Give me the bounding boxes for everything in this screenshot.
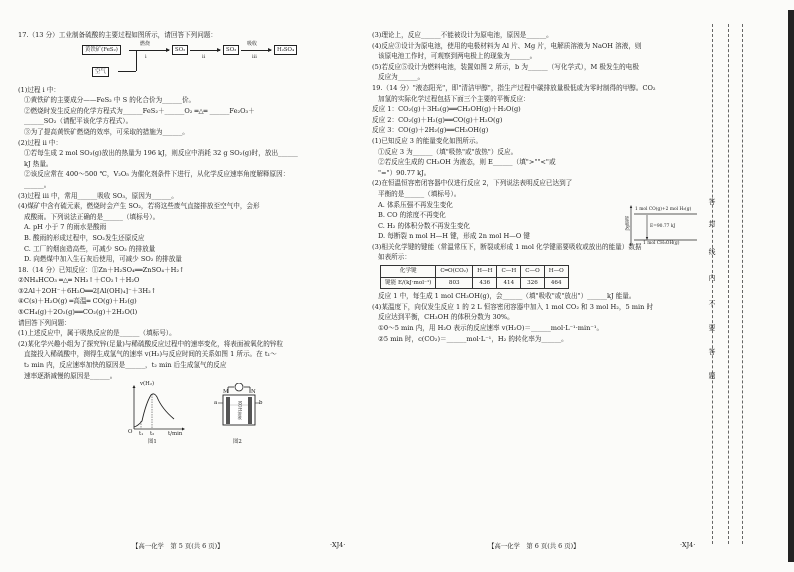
q18-line: 该原电池工作时，可观察到两电极上的现象为______。 bbox=[378, 52, 537, 61]
fig1-t1: t₁ bbox=[139, 431, 144, 438]
question-19-title: 19.（14 分）"液态阳光"，即"清洁甲醇"，指生产过程中碳排放量极低或为零时制得的甲醇。CO₂ bbox=[372, 83, 656, 92]
q19-line: 如表所示： bbox=[378, 253, 411, 262]
arrow-2 bbox=[190, 50, 220, 51]
q19-line: 加氢的实际化学过程包括下面三个主要的平衡反应： bbox=[378, 94, 530, 103]
fig1-ylabel: v(H₂) bbox=[140, 381, 155, 388]
fig2-a: a bbox=[214, 400, 218, 407]
fig2-right: N bbox=[251, 389, 256, 396]
table-cell: 436 bbox=[473, 277, 497, 289]
binding-dash-line bbox=[728, 24, 729, 544]
binding-char: 答 bbox=[708, 348, 716, 356]
arrow-3 bbox=[241, 50, 271, 51]
option-d: D. 每断裂 n mol H—H 键，形成 2n mol H—O 键 bbox=[378, 232, 530, 241]
fig2-left: M bbox=[223, 389, 229, 396]
table-header-cell: C—H bbox=[497, 266, 521, 278]
q17-line: (4)煤矿中含有硫元素，燃烧时会产生 SO₂，若将这些废气直接排放至空气中，会形 bbox=[18, 202, 260, 211]
q19-line: "="）90.77 kJ。 bbox=[378, 168, 431, 177]
footer-page-6: 【高一化学 第 6 页(共 6 页)】 bbox=[488, 542, 580, 550]
reaction-4: ④C(s)＋H₂O(g) ═高温═ CO(g)＋H₂(g) bbox=[18, 297, 137, 306]
q19-line: 反应 1 中，每生成 1 mol CH₃OH(g)，会______（填"吸收"或"放出"）______kJ 能量。 bbox=[378, 292, 636, 301]
arrow-1 bbox=[129, 50, 169, 51]
option-a: A. 体系压强不再发生变化 bbox=[378, 200, 453, 209]
q18-line: (2)某化学兴趣小组为了探究锌(足量)与稀硫酸反应过程中的速率变化，将表面被氧化的锌粒 bbox=[18, 339, 284, 348]
step1-label: 燃烧 bbox=[140, 40, 151, 47]
step2-num: ii bbox=[202, 53, 206, 60]
q19-line: (2)在恒温恒容密闭容器中仅进行反应 2，下列说法表明反应已达到了 bbox=[372, 179, 573, 188]
q18-line: t₂ min 内，反应速率加快的原因是______，t₂ min 后生成氢气的反应 bbox=[24, 361, 227, 370]
reaction-3: ③2Al＋2OH⁻＋6H₂O══2[Al(OH)₄]⁻＋3H₂↑ bbox=[18, 286, 157, 295]
ore-box: 黄铁矿(FeS₂) bbox=[82, 45, 121, 55]
table-cell: 414 bbox=[497, 277, 521, 289]
q17-line: 成酸雨。下列说法正确的是______（填标号）。 bbox=[24, 212, 160, 221]
air-riser bbox=[136, 51, 137, 71]
fig2-b: b bbox=[259, 400, 263, 407]
option-c: C. H₂ 的体积分数不再发生变化 bbox=[378, 221, 471, 230]
footer-code-6: ·XJ4· bbox=[680, 541, 696, 549]
fig1-origin: O bbox=[128, 429, 133, 436]
binding-char: 内 bbox=[708, 274, 716, 282]
step1-num: i bbox=[145, 53, 147, 60]
step3-num: iii bbox=[252, 53, 257, 60]
reaction-2: 反应 2：CO₂(g)＋H₂(g)══CO(g)＋H₂O(g) bbox=[372, 115, 503, 124]
scan-edge-bar bbox=[788, 10, 794, 562]
q18-line: 反应为______。 bbox=[378, 73, 425, 82]
q17-line: ②该反应常在 400～500 ℃，V₂O₅ 为催化剂条件下进行，从化学反应速率角度解释原因： bbox=[24, 170, 290, 179]
figures-row bbox=[18, 383, 363, 447]
air-box: 空气 bbox=[92, 67, 109, 77]
binding-char: 不 bbox=[708, 300, 716, 308]
energy-bottom-level: 1 mol CH₃OH(g) bbox=[643, 241, 680, 246]
question-17-title: 17.（13 分）工业制备硫酸的主要过程如图所示，请回答下列问题： bbox=[18, 31, 218, 39]
reaction-5: ⑤CH₄(g)＋2O₂(g)══CO₂(g)＋2H₂O(l) bbox=[18, 308, 138, 317]
so2-box: SO₂ bbox=[172, 45, 188, 55]
table-header-cell: H—O bbox=[544, 266, 568, 278]
fig1-caption: 图1 bbox=[148, 439, 157, 446]
binding-dash-line bbox=[742, 24, 743, 544]
figure-2 bbox=[214, 383, 264, 445]
q18-line: (3)理论上，反应______不能被设计为原电池，原因是______。 bbox=[372, 31, 553, 39]
reaction-3: 反应 3：CO(g)＋2H₂(g)══CH₃OH(g) bbox=[372, 126, 489, 135]
table-cell: 803 bbox=[436, 277, 473, 289]
reaction-2: ②NH₄HCO₃ ═△═ NH₃↑＋CO₂↑＋H₂O bbox=[18, 276, 140, 285]
fig1-t2: t₂ bbox=[150, 431, 155, 438]
table-header-cell: C═O(CO₂) bbox=[436, 266, 473, 278]
so3-box: SO₃ bbox=[223, 45, 239, 55]
q17-line: kJ 热量。 bbox=[24, 159, 53, 168]
h2so4-box: H₂SO₄ bbox=[274, 45, 297, 55]
air-line bbox=[118, 71, 136, 72]
table-header-cell: H—H bbox=[473, 266, 497, 278]
q19-line: ①0～5 min 内，用 H₂O 表示的反应速率 v(H₂O)＝______mol·L⁻¹·min⁻¹。 bbox=[378, 324, 604, 333]
footer-code-5: ·XJ4· bbox=[330, 541, 346, 549]
q18-line: (4)反应③设计为原电池，使用的电极材料为 Al 片、Mg 片，电解质溶液为 NaOH 溶液，则 bbox=[372, 41, 642, 50]
option-b: B. CO 的浓度不再变化 bbox=[378, 211, 446, 220]
q18-line: 请回答下列问题： bbox=[18, 318, 71, 327]
q17-line: ______SO₂（请配平该化学方程式）。 bbox=[24, 117, 133, 126]
q19-line: ①反应 3 为______（填"吸热"或"放热"）反应。 bbox=[378, 147, 518, 156]
q18-line: (5)若反应⑤设计为燃料电池，装置如图 2 所示，b 为______（写化学式），M 极发生的电极 bbox=[372, 62, 639, 71]
table-cell: 326 bbox=[521, 277, 544, 289]
q17-line: (2)过程 ii 中： bbox=[18, 138, 63, 147]
fig2-caption: 图2 bbox=[233, 439, 242, 446]
binding-char: 线 bbox=[708, 248, 716, 256]
table-row-label: 键能 E/(kJ·mol⁻¹) bbox=[381, 277, 436, 289]
binding-char: 要 bbox=[708, 324, 716, 332]
table-cell: 464 bbox=[544, 277, 568, 289]
q19-line: (1)已知反应 3 的能量变化如图所示。 bbox=[372, 136, 483, 145]
right-column bbox=[372, 30, 698, 344]
energy-ylabel: 能量/kJ bbox=[624, 216, 629, 231]
binding-dash-line bbox=[712, 24, 713, 544]
energy-diagram bbox=[625, 204, 700, 248]
left-column bbox=[18, 30, 363, 447]
question-18-title: 18.（14 分）已知反应：①Zn＋H₂SO₄══ZnSO₄＋H₂↑ bbox=[18, 265, 185, 274]
table-row bbox=[381, 277, 569, 289]
fig2-electrolyte: KOH溶液 bbox=[237, 401, 243, 420]
q19-line: (3)相关化学键的键能（常温常压下，断裂或形成 1 mol 化学键需要吸收或放出的能量）数据 bbox=[372, 242, 642, 251]
q18-line: (1)上述反应中，属于吸热反应的是______（填标号）。 bbox=[18, 329, 176, 338]
q17-line: ①若每生成 2 mol SO₃(g)放出的热量为 196 kJ，则反应中消耗 32 g SO₂(g)时，放出______ bbox=[24, 149, 298, 158]
q19-line: ②若反应生成的 CH₃OH 为液态，则 E______（填">""<"或 bbox=[378, 158, 556, 167]
table-header-cell: C—O bbox=[521, 266, 544, 278]
q19-line: ②5 min 时，c(CO₂)＝______mol·L⁻¹，H₂ 的转化率为______。 bbox=[378, 334, 568, 343]
option-b: B. 酸雨的形成过程中，SO₂发生还原反应 bbox=[24, 233, 145, 242]
q19-line: 反应达到平衡，CH₃OH 的体积分数为 30%。 bbox=[378, 313, 514, 322]
q18-line: 直接投入稀硫酸中，测得生成氢气的速率 v(H₂)与反应时间的关系如图 1 所示。在 t₁～ bbox=[24, 350, 277, 359]
rate-time-graph bbox=[126, 383, 186, 435]
q19-line: (4)某温度下，向仅发生反应 1 的 2 L 恒容密闭容器中加入 1 mol CO₂ 和 3 mol H₂，5 min 时 bbox=[372, 302, 654, 311]
bond-energy-table bbox=[380, 265, 569, 289]
table-header-row bbox=[381, 266, 569, 278]
sulfuric-acid-flowchart bbox=[82, 40, 302, 83]
step3-label: 吸收 bbox=[247, 40, 258, 47]
q19-line: 平衡的是______（填标号）。 bbox=[378, 189, 461, 198]
option-c: C. 工厂的烟囱造高些，可减少 SO₂ 的排放量 bbox=[24, 244, 156, 253]
reaction-1: 反应 1：CO₂(g)＋3H₂(g)══CH₃OH(g)＋H₂O(g) bbox=[372, 105, 521, 114]
binding-char: 封 bbox=[708, 220, 716, 228]
q17-line: ______。 bbox=[24, 180, 51, 189]
footer-page-5: 【高一化学 第 5 页(共 6 页)】 bbox=[132, 542, 224, 550]
q17-line: ③为了提高黄铁矿燃烧的效率，可采取的措施为______。 bbox=[24, 127, 189, 136]
figure-1 bbox=[126, 381, 186, 446]
option-a: A. pH 小于 7 的雨水是酸雨 bbox=[24, 223, 107, 232]
q18-line: 速率逐渐减慢的原因是______。 bbox=[24, 371, 117, 380]
q17-line: ①黄铁矿的主要成分——FeS₂ 中 S 的化合价为______价。 bbox=[24, 96, 196, 105]
q17-line: ②燃烧时发生反应的化学方程式为______FeS₂＋______O₂ ═△═ ______Fe₂O₃＋ bbox=[24, 106, 255, 115]
fig1-xlabel: t/min bbox=[168, 431, 183, 438]
table-header-cell: 化学键 bbox=[381, 266, 436, 278]
energy-e-label: E=90.77 kJ bbox=[650, 224, 676, 229]
binding-char: 答 bbox=[708, 198, 716, 206]
binding-char: 题 bbox=[708, 372, 716, 380]
q17-line: (3)过程 iii 中，常用______吸收 SO₃，原因为______。 bbox=[18, 191, 178, 200]
energy-top-level: 1 mol CO(g)+2 mol H₂(g) bbox=[635, 207, 692, 212]
option-d: D. 向燃煤中加入生石灰后使用，可减少 SO₂ 的排放量 bbox=[24, 255, 182, 264]
q17-line: (1)过程 i 中： bbox=[18, 85, 61, 94]
